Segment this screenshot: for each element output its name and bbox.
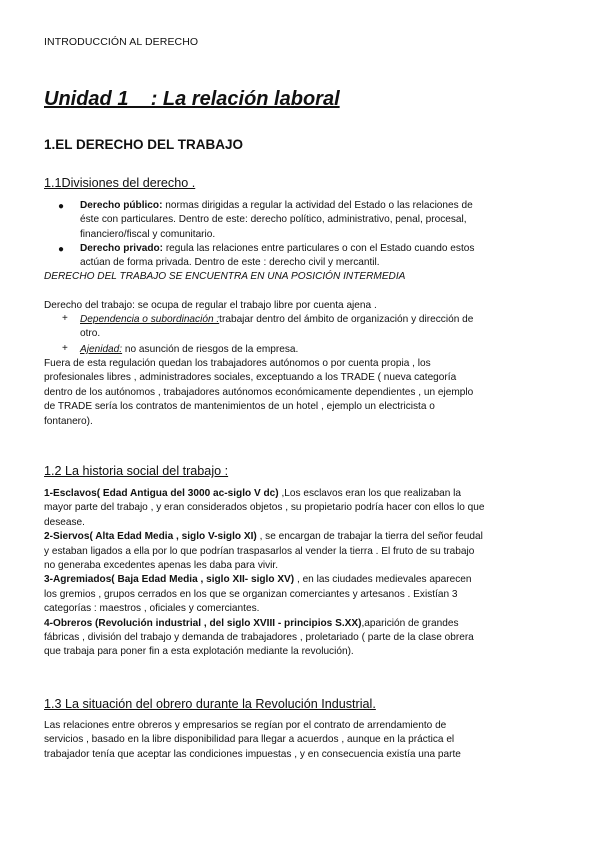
plus-icon: + <box>62 343 68 354</box>
list-item-obreros <box>44 617 564 660</box>
bullet-icon: ● <box>58 244 65 255</box>
text: ,aparición de grandes <box>361 617 459 629</box>
text: trabajar dentro del ámbito de organización y dirección de <box>219 314 474 325</box>
text: , en las ciudades medievales aparecen <box>294 574 472 586</box>
text-line: fontanero). <box>44 415 93 427</box>
text-line: no generaba excedentes apenas les daba para vivir. <box>44 560 279 572</box>
text-line: categorías : maestros , oficiales y comerciantes. <box>44 603 260 615</box>
text-line: de TRADE sería los contratos de mantenimientos de un hotel , ejemplo un electricista o <box>44 401 435 413</box>
term: 4-Obreros (Revolución industrial , del siglo XVIII - principios S.XX) <box>44 617 362 629</box>
list-item-derecho-publico <box>80 199 540 242</box>
text-line: los gremios , grupos cerrados en los que se organizan comerciantes y artesanos . Existían 3 <box>44 588 458 600</box>
term: Derecho público: <box>80 200 163 211</box>
text: otro. <box>80 328 101 340</box>
text-line: fábricas , división del trabajo y demanda de trabajadores , proletariado ( parte de la clase obrera <box>44 632 474 644</box>
text: financiero/fiscal y comunitario. <box>80 228 216 240</box>
text-line: profesionales libres , administradores sociales, exceptuando a los TRADE ( nueva categoría <box>44 372 457 384</box>
paragraph-revolucion <box>44 719 564 762</box>
subsection-heading-1-3: 1.3 La situación del obrero durante la Revolución Industrial. <box>44 697 376 711</box>
text-line: desease. <box>44 516 85 528</box>
text-line: Fuera de esta regulación quedan los trabajadores autónomos o por cuenta propia , los <box>44 358 431 369</box>
text: éste con particulares. Dentro de este: derecho político, administrativo, penal, procesal, <box>80 214 467 226</box>
text: actúan de forma privada. Dentro de este : derecho civil y mercantil. <box>80 257 380 269</box>
term: Ajenidad: <box>80 344 123 355</box>
term: Dependencia o subordinación : <box>80 314 220 325</box>
paragraph-trade <box>44 357 564 429</box>
list-item-siervos <box>44 530 564 573</box>
bullet-icon: ● <box>58 201 65 212</box>
text-line: dentro de los autónomos , trabajadores autónomos económicamente dependientes , un ejemplo <box>44 386 474 398</box>
list-item-dependencia <box>80 313 540 342</box>
list-item-esclavos <box>44 487 564 530</box>
history-list <box>44 487 564 660</box>
subsection-heading-1-2: 1.2 La historia social del trabajo : <box>44 464 229 478</box>
text-line: trabajador tenía que aceptar las condiciones impuestas , y en consecuencia existía una parte <box>44 748 461 760</box>
list-item-ajenidad <box>80 343 540 357</box>
term: 1-Esclavos( Edad Antigua del 3000 ac-siglo V dc) <box>44 488 279 499</box>
text: normas dirigidas a regular la actividad del Estado o las relaciones de <box>162 200 473 211</box>
plus-icon: + <box>62 313 68 324</box>
text-line: servicios , basado en la libre disponibilidad para llegar a acuerdos , aunque en la práctica el <box>44 734 455 746</box>
text: no asunción de riesgos de la empresa. <box>122 344 299 355</box>
subsection-heading-1-1: 1.1Divisiones del derecho . <box>44 176 196 190</box>
text-line: que trabaja para poner fin a esta explotación mediante la revolución). <box>44 646 354 658</box>
text: , se encargan de trabajar la tierra del señor feudal <box>256 531 483 543</box>
term: 3-Agremiados( Baja Edad Media , siglo XII- siglo XV) <box>44 574 295 586</box>
text: ,Los esclavos eran los que realizaban la <box>278 488 462 499</box>
list-item-derecho-privado <box>80 242 540 271</box>
text-line: Las relaciones entre obreros y empresarios se regían por el contrato de arrendamiento de <box>44 720 447 731</box>
definition-derecho-trabajo: Derecho del trabajo: se ocupa de regular el trabajo libre por cuenta ajena . <box>44 300 377 311</box>
note-intermediate: DERECHO DEL TRABAJO SE ENCUENTRA EN UNA POSICIÓN INTERMEDIA <box>44 271 406 282</box>
page-title: Unidad 1 _ : La relación laboral <box>44 88 340 110</box>
text: regula las relaciones entre particulares o con el Estado cuando estos <box>163 243 475 254</box>
text-line: mayor parte del trabajo , y eran considerados objetos , su propietario podría hacer con ellos lo que <box>44 502 485 514</box>
list-item-agremiados <box>44 573 564 616</box>
term: 2-Siervos( Alta Edad Media , siglo V-siglo XI) <box>44 531 257 543</box>
term: Derecho privado: <box>80 243 164 254</box>
page-header: INTRODUCCIÓN AL DERECHO <box>44 36 199 48</box>
section-heading: 1.EL DERECHO DEL TRABAJO <box>44 137 244 152</box>
text-line: y estaban ligados a ella por lo que podrían traspasarlos al vender la tierra . El fruto de su trabajo <box>44 545 475 557</box>
